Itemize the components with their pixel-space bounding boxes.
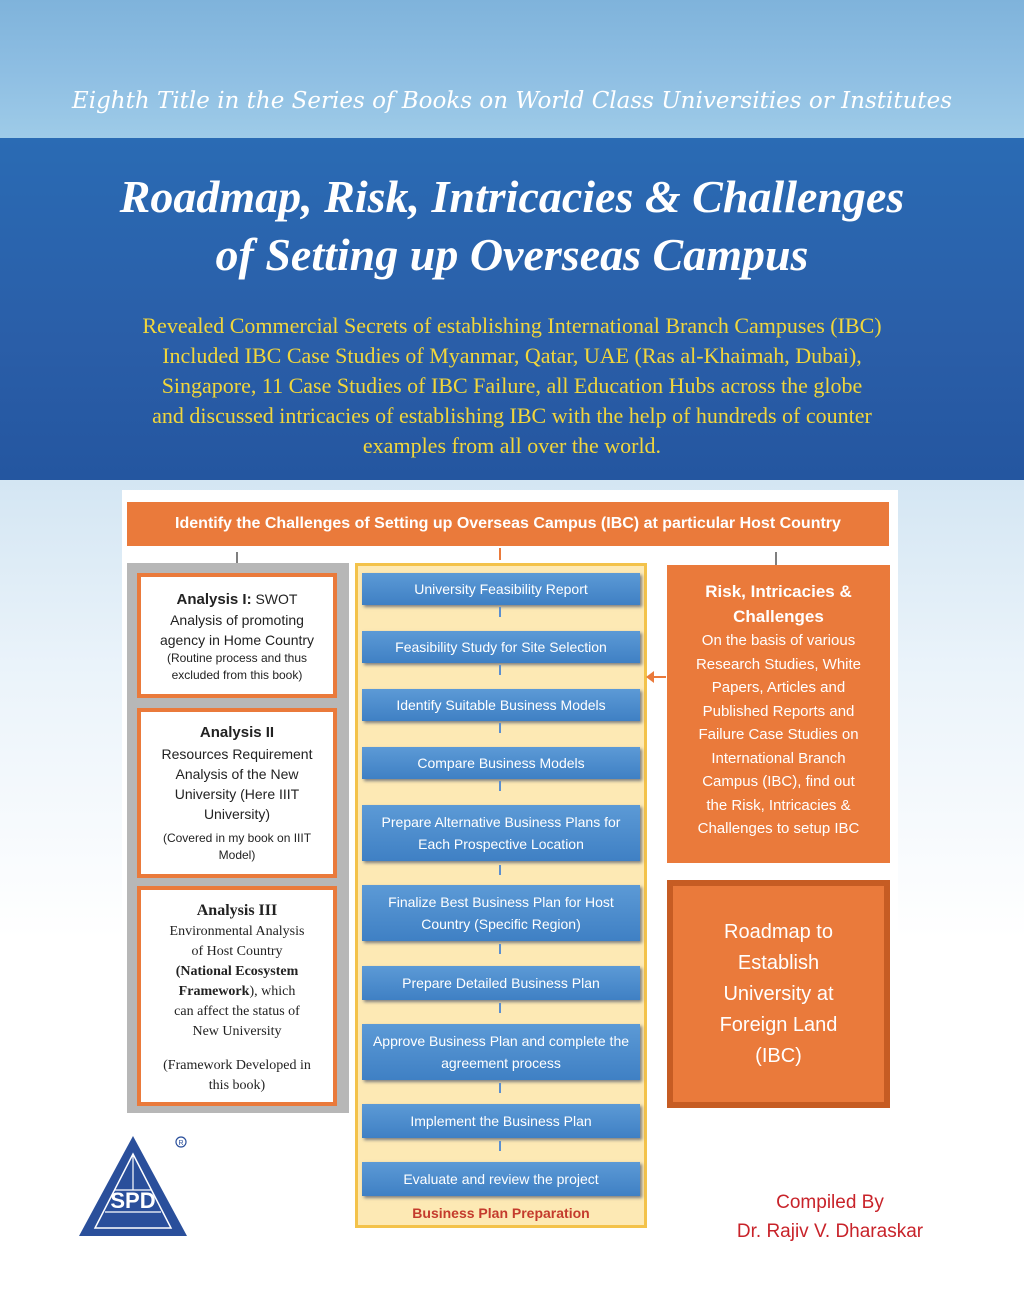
risk-arrow-head [646,671,654,683]
subtitle-line-2: Included IBC Case Studies of Myanmar, Qatar, UAE (Ras al-Khaimah, Dubai), [162,343,862,368]
roadmap-line: University at [723,982,834,1005]
risk-title-line: Risk, Intricacies & [705,582,852,601]
connector-center [499,548,501,560]
step-7: Prepare Detailed Business Plan [362,966,640,1000]
svg-text:R: R [178,1140,184,1147]
risk-text-line: On the basis of various [701,632,856,649]
risk-text-line: Research Studies, White [695,655,862,673]
step-arrow [499,1003,501,1013]
analysis-1-note: excluded from this book) [171,668,303,682]
analysis-2-line: University) [203,806,271,822]
analysis-2-note: (Covered in my book on IIIT [162,831,312,845]
book-title [0,168,1024,284]
subtitle-line-3: Singapore, 11 Case Studies of IBC Failure, all Education Hubs across the globe [161,373,863,398]
analysis-3-bold-line: (National Ecosystem [175,964,299,979]
step-arrow [499,865,501,875]
book-title-line-1: Roadmap, Risk, Intricacies & Challenges [119,171,905,222]
analysis-1-title: Analysis I: [176,591,252,608]
analysis-2-line: Resources Requirement [161,746,313,762]
series-title: Eighth Title in the Series of Books on World Class Universities or Institutes [71,88,953,114]
step-3: Identify Suitable Business Models [362,689,640,721]
risk-text-line: Papers, Articles and [711,679,846,696]
analysis-2-line: Analysis of the New [175,766,299,782]
series-band [0,0,1024,138]
analysis-2-box [137,708,337,878]
step-9: Implement the Business Plan [362,1104,640,1138]
roadmap-line: Roadmap to [724,920,833,943]
risk-title-line: Challenges [733,607,824,626]
step-arrow [499,607,501,617]
analysis-3-title: Analysis III [196,902,278,919]
step-1: University Feasibility Report [362,573,640,605]
step-10: Evaluate and review the project [362,1162,640,1196]
subtitle-line-1: Revealed Commercial Secrets of establishing International Branch Campuses (IBC) [142,313,882,338]
roadmap-box [667,880,890,1108]
analysis-2-line: University (Here IIIT [174,786,300,802]
subtitle-line-5: examples from all over the world. [362,433,662,458]
step-arrow [499,723,501,733]
step-arrow [499,665,501,675]
step-arrow [499,944,501,954]
step-2: Feasibility Study for Site Selection [362,631,640,663]
analysis-1-line: Analysis of promoting [170,612,304,628]
analysis-1-box [137,573,337,698]
roadmap-line: (IBC) [755,1044,802,1067]
analysis-1-title-rest: SWOT [251,591,298,607]
analysis-3-line: Environmental Analysis [169,924,305,939]
connector-right [775,552,777,565]
risk-arrow-line [652,676,666,678]
risk-text-line: Campus (IBC), find out [702,773,855,790]
step-arrow [499,1141,501,1151]
risk-box [667,565,890,863]
risk-text-line: Published Reports and [702,702,855,720]
analysis-3-box [137,886,337,1106]
analysis-3-after-bold: ), which [249,984,296,999]
step-4: Compare Business Models [362,747,640,779]
risk-text-line: the Risk, Intricacies & [706,796,851,814]
risk-text-line: International Branch [711,749,846,767]
roadmap-line: Foreign Land [719,1013,838,1036]
analysis-3-line: of Host Country [191,944,283,959]
analysis-2-title: Analysis II [199,724,275,741]
analysis-3-bold-line: Framework [178,984,250,999]
publisher-logo [75,1132,191,1240]
analysis-3-line: New University [192,1024,282,1039]
subtitle-line-4: and discussed intricacies of establishing IBC with the help of hundreds of counter [152,403,872,428]
author-block [700,1188,960,1246]
author-name: Dr. Rajiv V. Dharaskar [736,1221,924,1242]
roadmap-line: Establish [737,951,820,974]
step-arrow [499,781,501,791]
analysis-2-note: Model) [218,848,256,862]
risk-text-line: Challenges to setup IBC [697,820,860,837]
connector-left [236,552,238,563]
risk-text-line: Failure Case Studies on [698,726,859,743]
step-6: Finalize Best Business Plan for Host Country (Specific Region) [362,885,640,941]
analysis-1-line: agency in Home Country [159,632,315,648]
analysis-3-note: (Framework Developed in [163,1058,311,1073]
step-5: Prepare Alternative Business Plans for Each Prospective Location [362,805,640,861]
step-arrow [499,1083,501,1093]
book-title-line-2: of Setting up Overseas Campus [215,229,809,280]
publisher-logo-text: SPD [110,1188,156,1213]
business-plan-label: Business Plan Preparation [412,1205,590,1221]
analysis-3-note: this book) [208,1078,266,1093]
analysis-1-note: (Routine process and thus [166,651,308,665]
step-8: Approve Business Plan and complete the agreement process [362,1024,640,1080]
analysis-3-line: can affect the status of [174,1004,300,1019]
challenge-bar: Identify the Challenges of Setting up Overseas Campus (IBC) at particular Host Country [127,502,889,546]
compiled-label: Compiled By [776,1192,884,1213]
